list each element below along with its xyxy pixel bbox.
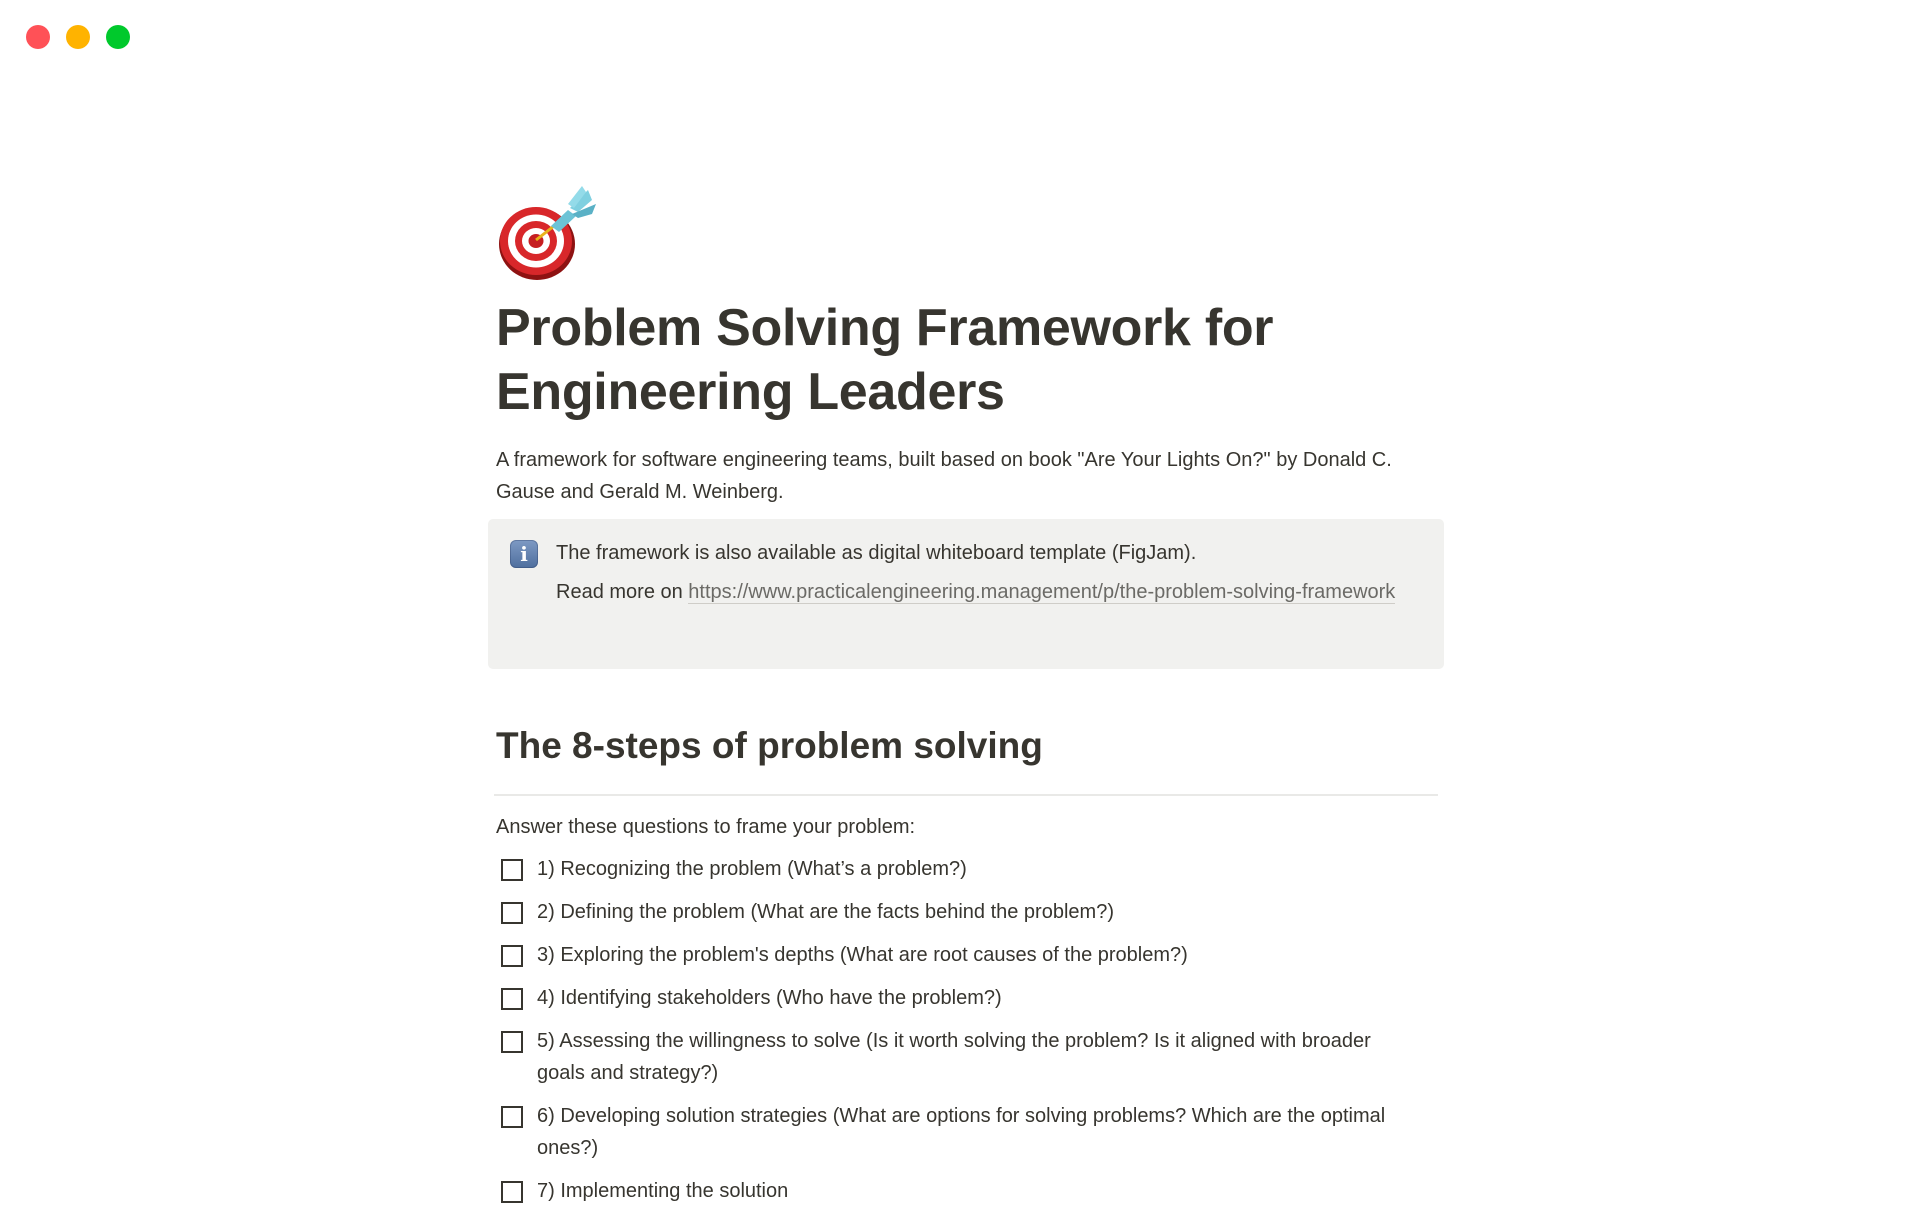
info-callout — [488, 519, 1444, 669]
checkbox[interactable] — [501, 1106, 523, 1128]
checklist-item — [496, 982, 1436, 1014]
read-more-prefix: Read more on — [556, 581, 689, 603]
checklist-item — [496, 853, 1436, 885]
section-heading: The 8-steps of problem solving — [496, 725, 1043, 766]
checklist-item — [496, 1175, 1436, 1207]
target-dart-icon[interactable] — [496, 182, 606, 282]
maximize-window-button[interactable] — [106, 25, 130, 49]
callout-text: The framework is also available as digital whiteboard template (FigJam). — [556, 542, 1197, 564]
checklist-item-label: 2) Defining the problem (What are the facts behind the problem?) — [537, 901, 1114, 923]
information-icon: i — [510, 540, 538, 568]
checklist-item-label: 6) Developing solution strategies (What are options for solving problems? Which are the optimal ones?) — [537, 1105, 1386, 1159]
page-title[interactable]: Problem Solving Framework for Engineering Leaders — [496, 299, 1274, 421]
close-window-button[interactable] — [26, 25, 50, 49]
checklist-item — [496, 1025, 1436, 1089]
checklist-item-label: 4) Identifying stakeholders (Who have the problem?) — [537, 987, 1002, 1009]
checklist-item-label: 5) Assessing the willingness to solve (Is it worth solving the problem? Is it aligned with broader goals and strategy?) — [537, 1030, 1371, 1084]
checklist-item-label: 7) Implementing the solution — [537, 1180, 789, 1202]
checklist-item — [496, 1100, 1436, 1164]
checklist-item — [496, 896, 1436, 928]
steps-checklist — [496, 853, 1436, 1218]
section-intro: Answer these questions to frame your problem: — [496, 816, 916, 838]
checkbox[interactable] — [501, 859, 523, 881]
checklist-item-label: 3) Exploring the problem's depths (What are root causes of the problem?) — [537, 944, 1188, 966]
checkbox[interactable] — [501, 902, 523, 924]
framework-article-link[interactable]: https://www.practicalengineering.management/p/the-problem-solving-framework — [688, 581, 1396, 603]
page-description: A framework for software engineering teams, built based on book "Are Your Lights On?" by Donald C. Gause and Gerald M. Weinberg. — [496, 449, 1392, 503]
checklist-item — [496, 939, 1436, 971]
window-controls — [26, 25, 130, 49]
heading-divider — [494, 794, 1438, 796]
minimize-window-button[interactable] — [66, 25, 90, 49]
callout-read-more — [556, 576, 1424, 608]
checkbox[interactable] — [501, 988, 523, 1010]
checkbox[interactable] — [501, 1031, 523, 1053]
checkbox[interactable] — [501, 945, 523, 967]
checklist-item-label: 1) Recognizing the problem (What’s a problem?) — [537, 858, 967, 880]
